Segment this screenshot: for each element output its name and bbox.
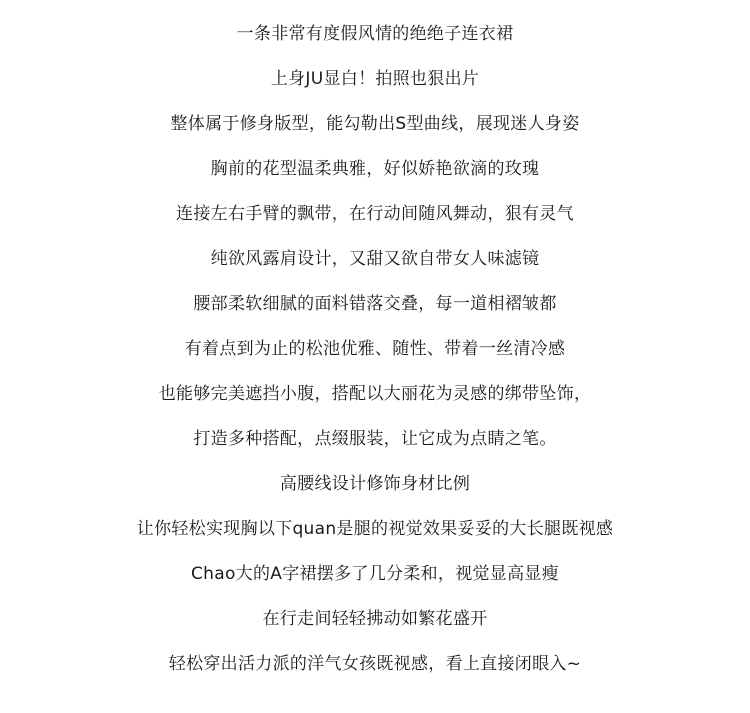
description-line: 连接左右手臂的飘带，在行动间随风舞动，狠有灵气 [176, 204, 574, 224]
description-line: 高腰线设计修饰身材比例 [279, 474, 471, 494]
description-line: Chao大的A字裙摆多了几分柔和，视觉显高显瘦 [191, 564, 559, 584]
description-line: 纯欲风露肩设计，又甜又欲自带女人味滤镜 [210, 249, 540, 269]
description-line: 整体属于修身版型，能勾勒出S型曲线，展现迷人身姿 [170, 114, 580, 134]
description-line: 让你轻松实现胸以下quan是腿的视觉效果妥妥的大长腿既视感 [136, 519, 614, 539]
description-line: 一条非常有度假风情的绝绝子连衣裙 [236, 24, 514, 44]
description-line: 轻松穿出活力派的洋气女孩既视感，看上直接闭眼入~ [168, 654, 582, 674]
description-line: 打造多种搭配，点缀服装，让它成为点睛之笔。 [193, 429, 557, 449]
description-line: 有着点到为止的松池优雅、随性、带着一丝清冷感 [184, 339, 566, 359]
description-line: 上身JU显白！拍照也狠出片 [270, 69, 480, 89]
description-line: 胸前的花型温柔典雅，好似娇艳欲滴的玫瑰 [210, 159, 540, 179]
description-line: 在行走间轻轻拂动如繁花盛开 [262, 609, 488, 629]
description-line: 腰部柔软细腻的面料错落交叠，每一道相褶皱都 [193, 294, 557, 314]
description-line: 也能够完美遮挡小腹，搭配以大丽花为灵感的绑带坠饰， [158, 384, 592, 404]
product-description [0, 13, 750, 688]
